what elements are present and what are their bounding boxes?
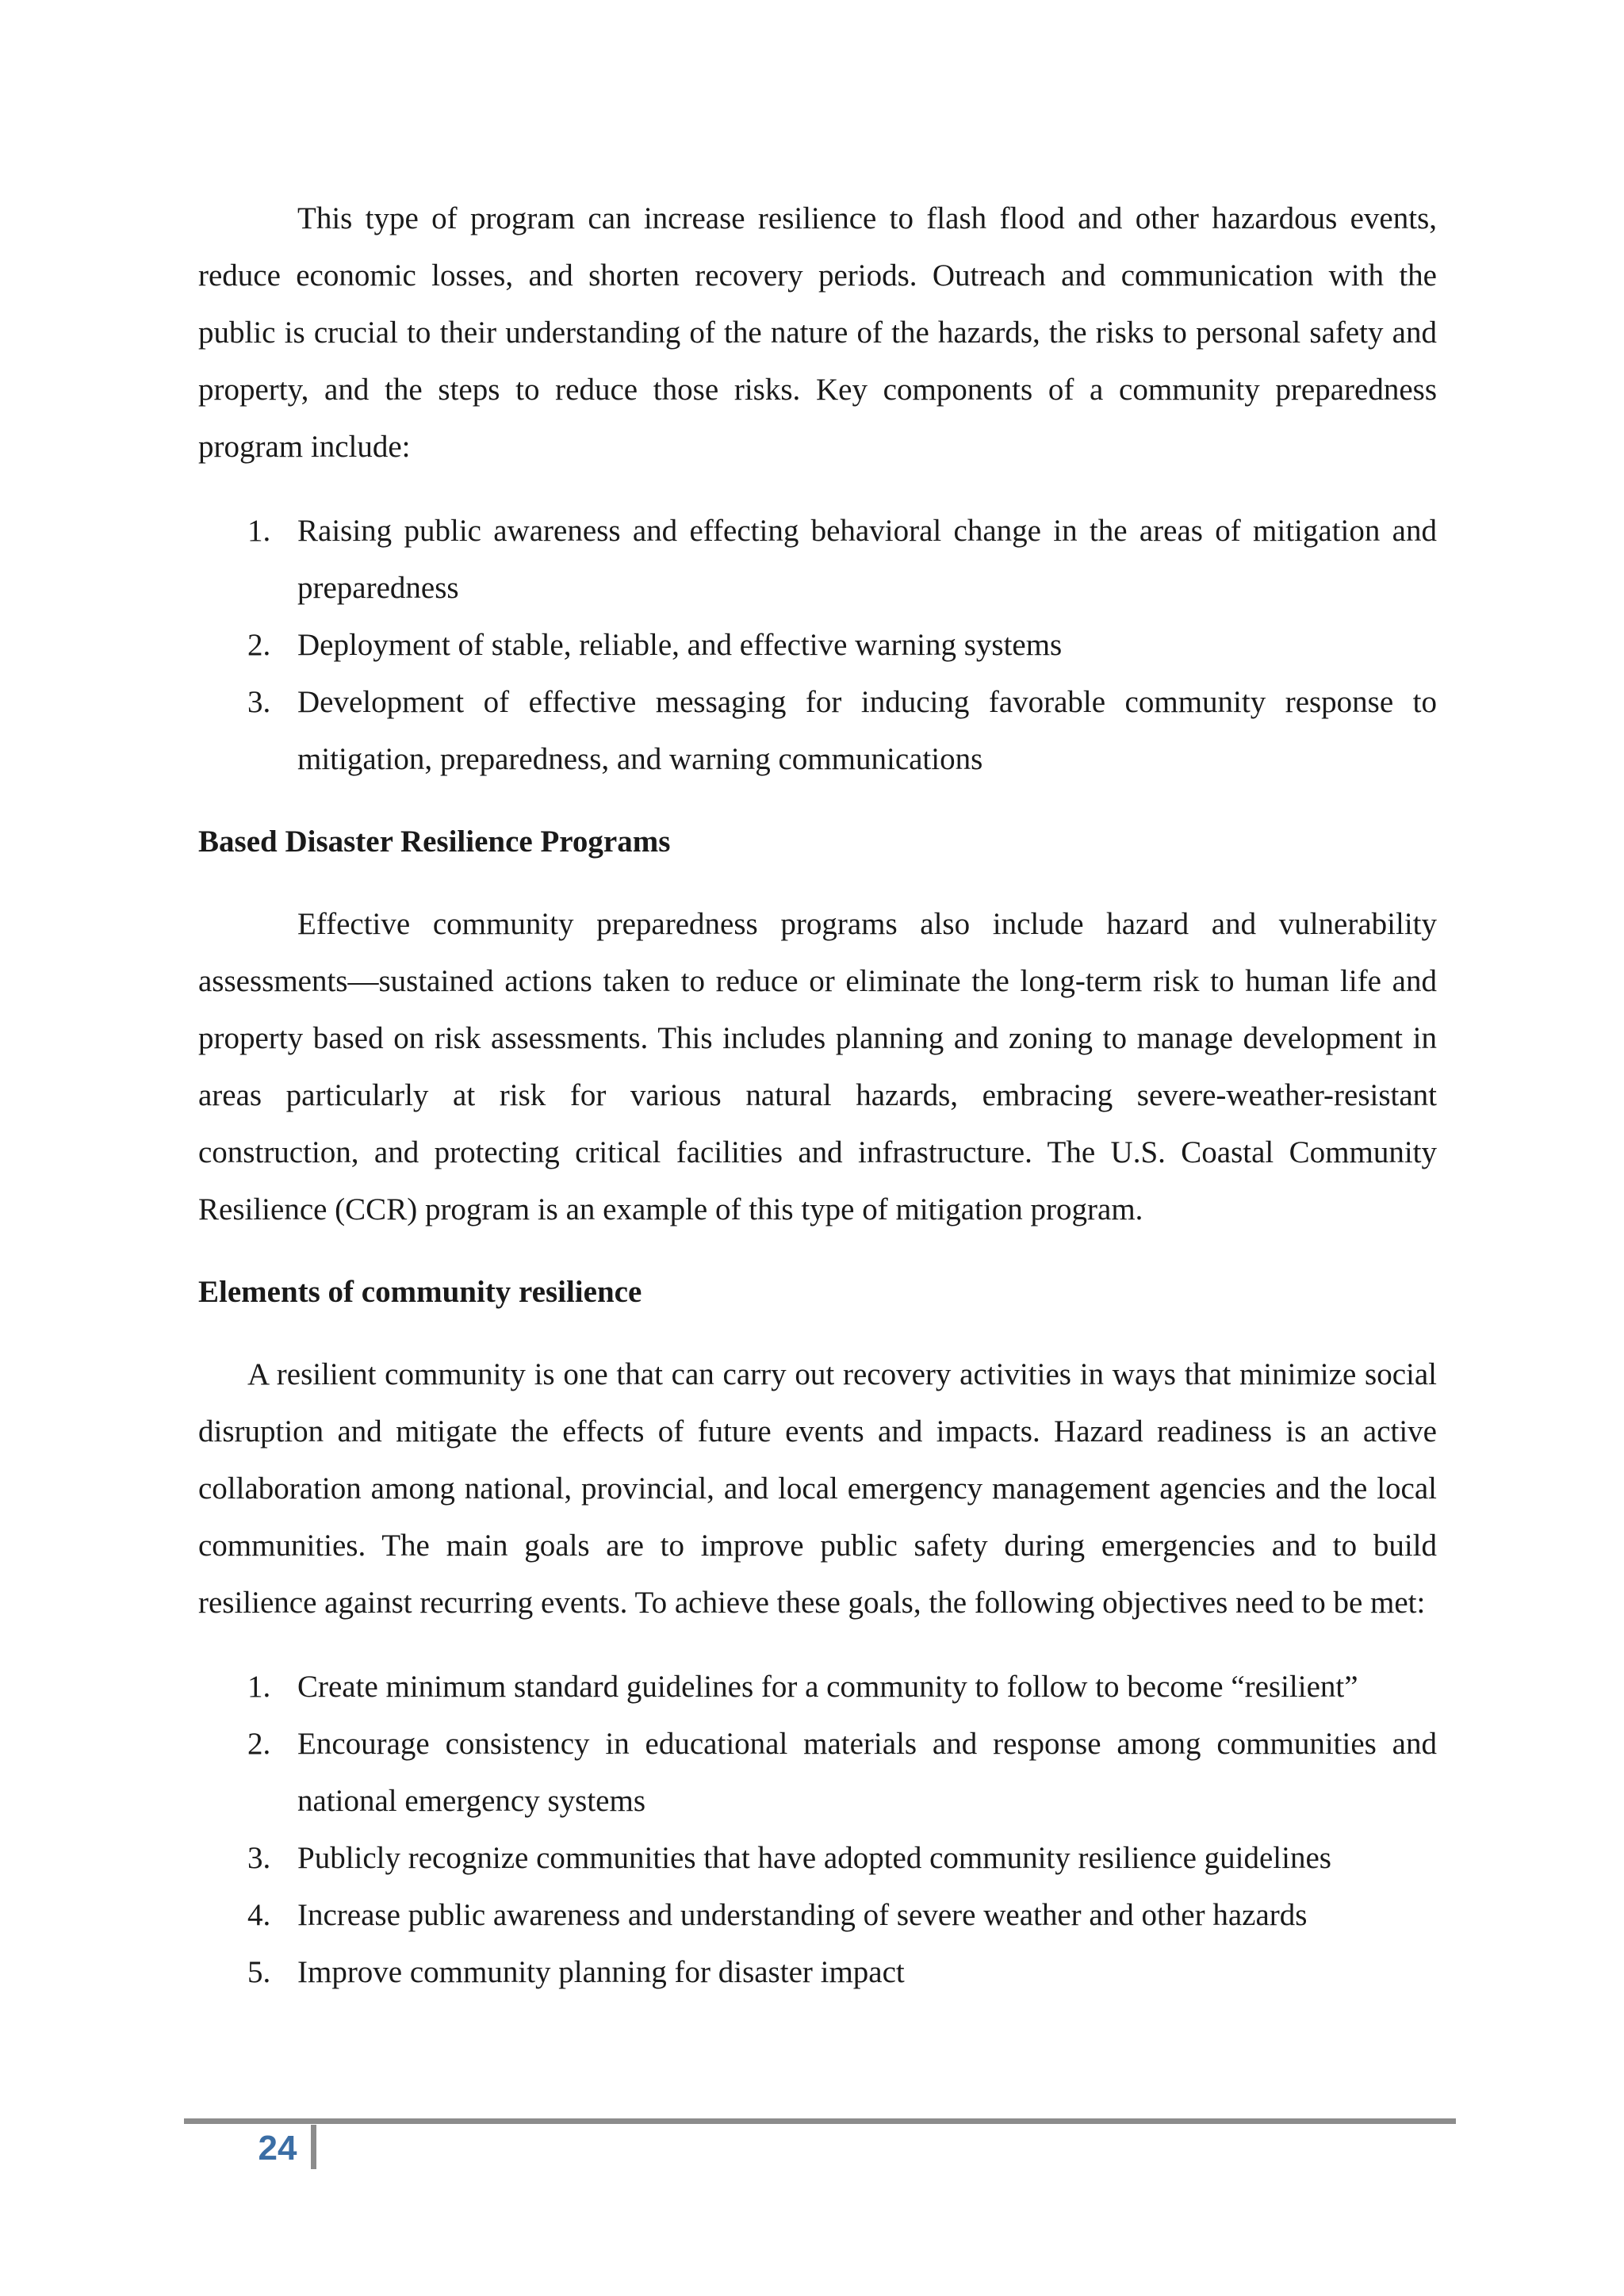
list-item [198,1944,1437,2001]
list-item [198,617,1437,674]
list-item-text: Raising public awareness and effecting behavioral change in the areas of mitigation and preparedness [297,514,1437,605]
list-item-text: Deployment of stable, reliable, and effective warning systems [297,628,1063,662]
list-number: 2. [247,628,271,662]
footer-vertical-bar [311,2125,316,2169]
list-item [198,1659,1437,1716]
list-number: 2. [247,1727,271,1761]
list-number: 3. [247,685,271,719]
list-number: 4. [247,1898,271,1932]
list-item [198,503,1437,617]
list-item-text: Development of effective messaging for inducing favorable community response to mitigation, preparedness, and warning communications [297,685,1437,776]
list-item [198,1830,1437,1887]
list-item-text: Publicly recognize communities that have adopted community resilience guidelines [297,1841,1331,1875]
section-heading-elements: Elements of community resilience [198,1275,642,1309]
page-content [198,190,1437,2001]
list-item-text: Increase public awareness and understanding of severe weather and other hazards [297,1898,1308,1932]
footer-divider [184,2118,1456,2124]
list-number: 1. [247,514,271,548]
resilience-programs-paragraph: Effective community preparedness programs also include hazard and vulnerability assessments—sustained actions taken to reduce or eliminate the long-term risk to human life and property based on risk assessments. This includes planning and zoning to manage development in areas particularly at risk for various natural hazards, embracing severe-weather-resistant construction, and protecting critical facilities and infrastructure. The U.S. Coastal Community Resilience (CCR) program is an example of this type of mitigation program. [198,907,1437,1226]
list-item [198,1887,1437,1944]
page-number: 24 [258,2129,297,2168]
components-list [198,503,1437,788]
list-number: 3. [247,1841,271,1875]
list-number: 1. [247,1670,271,1704]
list-item-text: Create minimum standard guidelines for a community to follow to become “resilient” [297,1670,1358,1704]
list-number: 5. [247,1955,271,1989]
objectives-list [198,1659,1437,2001]
elements-paragraph: A resilient community is one that can carry out recovery activities in ways that minimize social disruption and mitigate the effects of future events and impacts. Hazard readiness is an active collaboration among national, provincial, and local emergency management agencies and the local communities. The main goals are to improve public safety during emergencies and to build resilience against recurring events. To achieve these goals, the following objectives need to be met: [198,1357,1437,1620]
intro-paragraph: This type of program can increase resilience to flash flood and other hazardous events, reduce economic losses, and shorten recovery periods. Outreach and communication with the public is crucial to their understanding of the nature of the hazards, the risks to personal safety and property, and the steps to reduce those risks. Key components of a community preparedness program include: [198,201,1437,464]
list-item [198,674,1437,788]
list-item [198,1716,1437,1830]
section-heading-resilience-programs: Based Disaster Resilience Programs [198,825,671,859]
list-item-text: Encourage consistency in educational materials and response among communities and national emergency systems [297,1727,1437,1818]
list-item-text: Improve community planning for disaster impact [297,1955,905,1989]
